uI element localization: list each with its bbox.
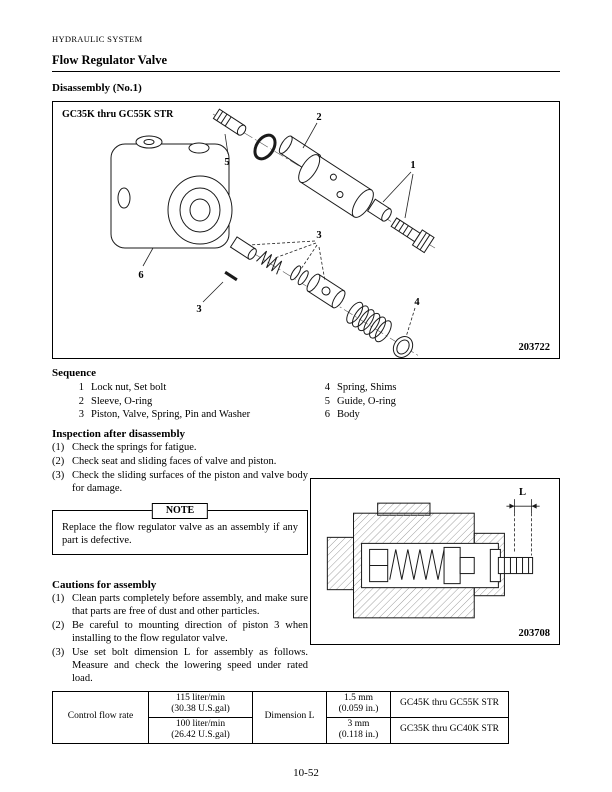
valve-body-section [327,503,504,618]
item-text: Clean parts completely before assembly, and make sure that parts are free of dust and other particles. [72,592,308,617]
cartridge-part [295,151,378,220]
washer-part [289,264,310,286]
sequence-item [72,408,318,422]
leader-2 [303,123,317,148]
inspection-heading: Inspection after disassembly [52,427,186,440]
cautions-heading: Cautions for assembly [52,578,157,591]
caution-item [52,592,308,618]
item-number: (1) [52,441,65,453]
dimension-l-label: L [519,487,527,499]
table-cell-dimension-label: Dimension L [253,691,327,743]
flow-value-us: (26.42 U.S.gal) [171,730,230,740]
sequence-item-label: Spring, Shims [337,382,397,393]
o-ring-part [251,131,279,162]
sequence-column-left [52,381,318,422]
leader-3c [301,245,317,269]
sequence-item [72,381,318,395]
table-cell-model-1: GC45K thru GC55K STR [391,691,509,717]
sequence-item-number: 4 [324,382,330,393]
figure-number-2: 203708 [518,628,550,639]
section-header: HYDRAULIC SYSTEM [52,34,143,44]
sequence-item-label: Piston, Valve, Spring, Pin and Washer [91,409,251,420]
item-number: (1) [52,592,65,604]
sequence-item [318,381,397,395]
callout-3-upper: 3 [316,230,322,241]
note-box [52,504,308,555]
figure-model-label: GC35K thru GC55K STR [62,109,174,120]
item-number: (2) [52,619,65,631]
sequence-item [72,395,318,409]
main-spring-part [344,300,395,345]
item-text: Use set bolt dimension L for assembly as follows. Measure and check the lowering speed under rated load. [72,646,308,684]
table-cell-flow-2 [149,717,253,743]
sequence-item [318,395,397,409]
shim-part [389,333,416,358]
item-number: (3) [52,646,65,658]
sequence-item-label: Body [337,409,360,420]
leader-3-pin [203,282,223,302]
sequence-item-number: 3 [78,409,84,420]
title-rule [52,71,560,72]
item-text: Check the springs for fatigue. [72,441,197,453]
callout-3-lower: 3 [196,304,202,315]
leader-3a [249,241,315,245]
inspection-item [52,469,308,495]
callout-5: 5 [224,157,230,168]
sequence-column-right [318,381,397,422]
valve-body-part [111,136,232,248]
dimension-table [52,691,509,744]
sequence-item-number: 2 [78,395,84,407]
dim-value: 1.5 mm [343,692,374,703]
dim-value-in: (0.059 in.) [338,704,379,714]
flow-value-us: (30.38 U.S.gal) [171,704,230,714]
dim-value-in: (0.118 in.) [338,730,379,740]
item-text: Check the sliding surfaces of the piston and valve body for damage. [72,469,308,494]
page-number: 10-52 [293,767,319,779]
leader-4 [406,308,415,337]
valve-part [305,272,348,309]
set-bolt-section [490,549,532,581]
pin-part [225,272,237,280]
set-bolt-part [389,215,434,253]
sequence-item-label: Guide, O-ring [337,395,396,407]
sequence-item-number: 5 [324,395,330,407]
inspection-item [52,441,308,454]
small-spring-part [256,250,284,275]
callout-1: 1 [410,160,416,171]
table-row [53,691,509,717]
table-cell-dim-1 [327,691,391,717]
sequence-item-number: 1 [78,382,84,393]
table-cell-flow-1 [149,691,253,717]
item-number: (3) [52,469,65,481]
sequence-list [52,381,560,422]
note-label: NOTE [152,503,208,519]
flow-value: 115 liter/min [176,692,225,703]
cross-section-drawing [311,479,559,644]
sequence-item-label: Lock nut, Set bolt [91,382,167,393]
flow-value: 100 liter/min [175,718,226,729]
page-title: Flow Regulator Valve [52,53,168,67]
figure-number-1: 203722 [518,342,550,353]
note-text: Replace the flow regulator valve as an assembly if any part is defective. [62,521,298,546]
callout-2: 2 [316,112,322,123]
table-cell-model-2: GC35K thru GC40K STR [391,717,509,743]
sequence-item-number: 6 [324,409,330,420]
table-cell-dim-2 [327,717,391,743]
callout-4: 4 [414,297,420,308]
leader-1b [405,174,413,218]
subsection-title: Disassembly (No.1) [52,82,142,94]
caution-item [52,646,308,685]
exploded-view-drawing [53,102,559,358]
piston-part [231,237,259,261]
item-number: (2) [52,455,65,467]
leader-6 [143,248,153,266]
figure-cross-section [310,478,560,645]
inspection-item [52,455,308,468]
item-text: Check seat and sliding faces of valve and piston. [72,455,277,467]
left-text-column [52,428,308,685]
table-cell-control-flow: Control flow rate [53,691,149,743]
leader-1a [383,172,411,202]
sequence-item-label: Sleeve, O-ring [91,395,153,407]
guide-part [213,109,247,136]
figure-exploded-view [52,101,560,359]
sequence-heading: Sequence [52,367,96,379]
sequence-item [318,408,397,422]
callout-6: 6 [138,270,144,281]
dimension-l-marker [506,487,539,555]
caution-item [52,619,308,645]
item-text: Be careful to mounting direction of piston 3 when installing to the flow regulator valve. [72,619,308,644]
dim-value: 3 mm [347,718,370,729]
